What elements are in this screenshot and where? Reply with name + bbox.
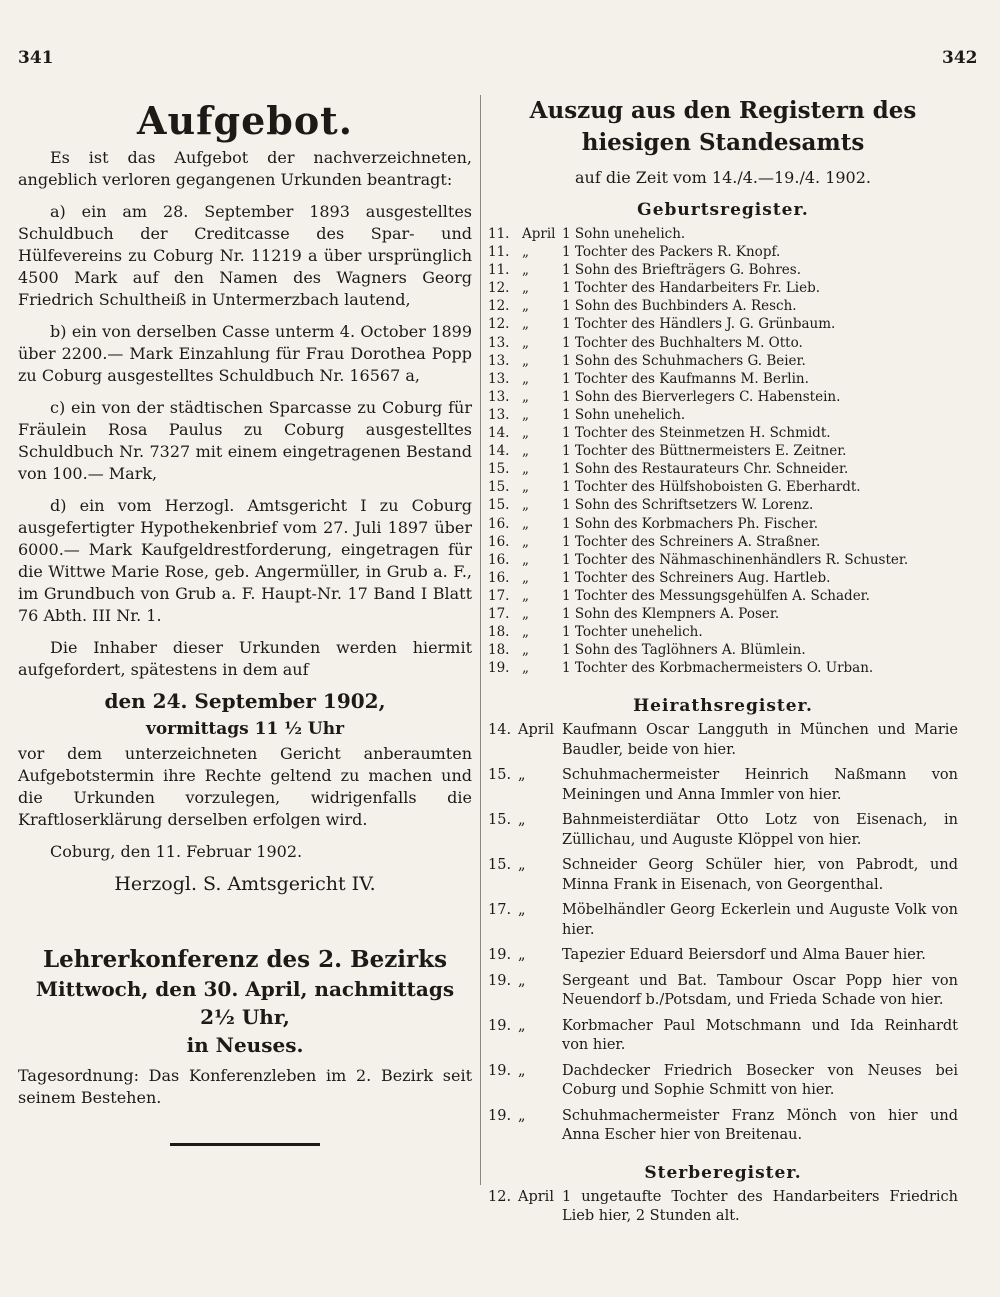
- aufgebot-place-date: Coburg, den 11. Februar 1902.: [50, 842, 303, 861]
- entry-text: 1 Sohn unehelich.: [562, 226, 686, 242]
- entry-day: 12.: [488, 316, 510, 333]
- entry-text: 1 Sohn des Klempners A. Poser.: [562, 605, 780, 622]
- right-column: [488, 95, 958, 1233]
- death-register-heading: Sterberegister.: [644, 1162, 802, 1183]
- entry-month: „: [522, 443, 529, 460]
- entry-month: „: [518, 947, 526, 964]
- marriage-entry: [488, 901, 958, 940]
- entry-text: 1 Tochter unehelich.: [562, 624, 703, 641]
- entry-text: 1 Sohn des Restaurateurs Chr. Schneider.: [562, 461, 849, 478]
- entry-text: 1 Tochter des Handarbeiters Fr. Lieb.: [562, 280, 821, 297]
- entry-day: 15.: [488, 461, 510, 478]
- entry-day: 11.: [488, 244, 510, 261]
- aufgebot-item-a: a) ein am 28. September 1893 ausgestelltes Schuldbuch der Creditcasse des Spar- und Hülfevereins zu Coburg Nr. 11219 a über ursprünglich 4500 Mark auf den Namen des Wagners Georg Friedrich Schultheiß in Untermerzbach lautend,: [18, 202, 472, 309]
- entry-day: 19.: [488, 1062, 512, 1079]
- page-number-right: 342: [942, 48, 978, 68]
- entry-month: „: [522, 406, 529, 423]
- entry-day: 17.: [488, 587, 510, 604]
- entry-month: „: [518, 767, 526, 784]
- entry-month: „: [522, 569, 529, 586]
- entry-month: April: [518, 1188, 554, 1205]
- birth-entry: [488, 261, 958, 279]
- birth-entry: [488, 388, 958, 406]
- birth-entry: [488, 315, 958, 333]
- birth-entry: [488, 334, 958, 352]
- entry-month: „: [522, 244, 529, 261]
- birth-entry: [488, 243, 958, 261]
- birth-entry: [488, 370, 958, 388]
- birth-entry: [488, 406, 958, 424]
- entry-text: 1 Sohn des Buchbinders A. Resch.: [562, 298, 797, 315]
- aufgebot-intro: Es ist das Aufgebot der nachverzeichneten, angeblich verloren gegangenen Urkunden beantragt:: [18, 148, 472, 189]
- entry-day: 15.: [488, 479, 510, 496]
- marriage-entry: [488, 721, 958, 760]
- entry-month: „: [522, 334, 529, 351]
- entry-day: 11.: [488, 262, 510, 279]
- register-title: Auszug aus den Registern des hiesigen Standesamts: [529, 97, 917, 156]
- entry-day: 14.: [488, 722, 512, 739]
- conference-date: Mittwoch, den 30. April, nachmittags 2½ Uhr,: [35, 977, 455, 1029]
- entry-day: 12.: [488, 280, 510, 297]
- entry-day: 12.: [488, 1188, 512, 1205]
- page-number-left: 341: [18, 48, 54, 68]
- birth-entry: [488, 587, 958, 605]
- death-entry: [488, 1188, 958, 1227]
- entry-text: Korbmacher Paul Motschmann und Ida Reinhardt von hier.: [562, 1017, 958, 1054]
- birth-entry: [488, 352, 958, 370]
- entry-day: 19.: [488, 660, 510, 677]
- entry-month: „: [522, 642, 529, 659]
- aufgebot-item-c: c) ein von der städtischen Sparcasse zu Coburg für Fräulein Rosa Paulus zu Coburg ausgestelltes Schuldbuch Nr. 7327 mit einem eingetragenen Bestand von 100.— Mark,: [18, 398, 472, 483]
- entry-text: 1 Tochter des Packers R. Knopf.: [562, 244, 781, 261]
- entry-text: 1 Sohn des Taglöhners A. Blümlein.: [562, 642, 806, 659]
- entry-month: „: [518, 812, 526, 829]
- entry-month: „: [522, 461, 529, 478]
- entry-month: „: [522, 425, 529, 442]
- aufgebot-item-b: b) ein von derselben Casse unterm 4. October 1899 über 2200.— Mark Einzahlung für Frau Dorothea Popp zu Coburg ausgestelltes Schuldbuch Nr. 16567 a,: [18, 322, 472, 385]
- entry-text: Bahnmeisterdiätar Otto Lotz von Eisenach, in Züllichau, und Auguste Klöppel von hier.: [562, 812, 958, 848]
- entry-text: 1 Tochter des Messungsgehülfen A. Schader.: [562, 587, 870, 604]
- conference-title: Lehrerkonferenz des 2. Bezirks: [42, 946, 448, 973]
- entry-month: April: [518, 722, 554, 739]
- aufgebot-title: Aufgebot.: [137, 98, 353, 143]
- entry-month: „: [522, 497, 529, 514]
- entry-text: 1 Tochter des Kaufmanns M. Berlin.: [562, 370, 809, 387]
- birth-entry: [488, 442, 958, 460]
- entry-text: 1 Tochter des Schreiners A. Straßner.: [562, 533, 821, 550]
- birth-entry: [488, 569, 958, 587]
- entry-day: 11.: [488, 226, 510, 242]
- entry-day: 13.: [488, 370, 510, 387]
- entry-text: 1 Sohn des Schuhmachers G. Beier.: [562, 352, 806, 369]
- marriage-entry: [488, 856, 958, 895]
- entry-month: „: [518, 902, 526, 919]
- entry-day: 15.: [488, 767, 512, 784]
- entry-text: 1 Tochter des Händlers J. G. Grünbaum.: [562, 316, 836, 333]
- entry-day: 14.: [488, 443, 510, 460]
- entry-text: 1 Sohn des Schriftsetzers W. Lorenz.: [562, 497, 814, 514]
- aufgebot-date: den 24. September 1902,: [104, 689, 386, 713]
- entry-month: „: [522, 515, 529, 532]
- entry-day: 13.: [488, 352, 510, 369]
- aufgebot-summons-2: vor dem unterzeichneten Gericht anberaumten Aufgebotstermin ihre Rechte geltend zu machen und die Urkunden vorzulegen, widrigenfalls die Kraftloserklärung derselben erfolgen wird.: [18, 744, 472, 829]
- entry-month: „: [522, 660, 529, 677]
- entry-text: Schuhmachermeister Heinrich Naßmann von Meiningen und Anna Immler von hier.: [562, 767, 958, 803]
- birth-entry: [488, 659, 958, 677]
- aufgebot-item-d: d) ein vom Herzogl. Amtsgericht I zu Coburg ausgefertigter Hypothekenbrief vom 27. Juli 1897 über 6000.— Mark Kaufgeldrestforderung, eingetragen für die Wittwe Marie Rose, geb. Angermüller, in Grub a. F., im Grundbuch von Grub a. F. Haupt-Nr. 17 Band I Blatt 76 Abth. III Nr. 1.: [18, 496, 472, 625]
- entry-text: Kaufmann Oscar Langguth in München und Marie Baudler, beide von hier.: [562, 722, 958, 758]
- entry-day: 13.: [488, 388, 510, 405]
- entry-day: 13.: [488, 406, 510, 423]
- entry-day: 15.: [488, 857, 512, 874]
- entry-month: „: [518, 1062, 526, 1079]
- entry-text: 1 Tochter des Hülfshoboisten G. Eberhardt.: [562, 479, 861, 496]
- entry-text: Möbelhändler Georg Eckerlein und Auguste Volk von hier.: [562, 902, 958, 938]
- closing-rule: [170, 1143, 320, 1146]
- entry-month: „: [522, 352, 529, 369]
- entry-day: 15.: [488, 812, 512, 829]
- marriage-entry: [488, 1107, 958, 1146]
- entry-day: 16.: [488, 551, 510, 568]
- entry-text: 1 Sohn des Briefträgers G. Bohres.: [562, 262, 801, 279]
- entry-month: „: [522, 551, 529, 568]
- birth-entry: [488, 605, 958, 623]
- entry-day: 18.: [488, 642, 510, 659]
- entry-day: 16.: [488, 533, 510, 550]
- birth-entry: [488, 460, 958, 478]
- entry-month: „: [522, 298, 529, 315]
- birth-entry: [488, 279, 958, 297]
- marriage-register-heading: Heirathsregister.: [633, 696, 813, 717]
- entry-month: „: [522, 624, 529, 641]
- marriage-entry: [488, 1017, 958, 1056]
- entry-day: 15.: [488, 497, 510, 514]
- aufgebot-time: vormittags 11 ½ Uhr: [145, 719, 345, 739]
- marriage-entry: [488, 811, 958, 850]
- entry-text: 1 ungetaufte Tochter des Handarbeiters Friedrich Lieb hier, 2 Stunden alt.: [562, 1188, 958, 1225]
- entry-month: „: [522, 370, 529, 387]
- entry-day: 18.: [488, 624, 510, 641]
- marriage-entry: [488, 1062, 958, 1101]
- death-register-list: [488, 1188, 958, 1227]
- birth-register-heading: Geburtsregister.: [637, 200, 809, 220]
- entry-text: 1 Tochter des Nähmaschinenhändlers R. Schuster.: [562, 551, 909, 568]
- entry-text: Schuhmachermeister Franz Mönch von hier und Anna Escher hier von Breitenau.: [562, 1107, 958, 1144]
- marriage-entry: [488, 946, 958, 966]
- birth-register-list: [488, 225, 958, 677]
- entry-text: Tapezier Eduard Beiersdorf und Alma Bauer hier.: [562, 947, 926, 964]
- birth-entry: [488, 533, 958, 551]
- birth-entry: [488, 225, 958, 243]
- entry-text: 1 Tochter des Schreiners Aug. Hartleb.: [562, 569, 831, 586]
- register-subtitle: auf die Zeit vom 14./4.—19./4. 1902.: [574, 168, 871, 187]
- entry-month: „: [522, 605, 529, 622]
- birth-entry: [488, 297, 958, 315]
- entry-day: 17.: [488, 902, 512, 919]
- marriage-entry: [488, 972, 958, 1011]
- birth-entry: [488, 551, 958, 569]
- column-divider: [480, 95, 481, 1185]
- birth-entry: [488, 641, 958, 659]
- entry-month: „: [522, 388, 529, 405]
- entry-day: 13.: [488, 334, 510, 351]
- entry-month: „: [522, 587, 529, 604]
- birth-entry: [488, 515, 958, 533]
- entry-text: 1 Tochter des Korbmachermeisters O. Urban.: [562, 660, 874, 677]
- entry-month: „: [522, 533, 529, 550]
- entry-month: „: [518, 1017, 526, 1034]
- entry-day: 12.: [488, 298, 510, 315]
- entry-month: „: [522, 479, 529, 496]
- entry-month: „: [518, 857, 526, 874]
- entry-day: 16.: [488, 569, 510, 586]
- entry-day: 17.: [488, 605, 510, 622]
- conference-place: in Neuses.: [186, 1033, 304, 1057]
- left-column: [18, 95, 472, 1146]
- conference-agenda: Tagesordnung: Das Konferenzleben im 2. Bezirk seit seinem Bestehen.: [18, 1066, 472, 1107]
- entry-day: 16.: [488, 515, 510, 532]
- marriage-register-list: [488, 721, 958, 1146]
- birth-entry: [488, 478, 958, 496]
- entry-month: „: [522, 262, 529, 279]
- entry-text: 1 Tochter des Steinmetzen H. Schmidt.: [562, 425, 831, 442]
- entry-day: 19.: [488, 1107, 512, 1124]
- entry-text: Schneider Georg Schüler hier, von Pabrodt, und Minna Frank in Eisenach, von Georgenthal.: [562, 857, 958, 893]
- entry-text: 1 Sohn des Korbmachers Ph. Fischer.: [562, 515, 818, 532]
- entry-month: „: [522, 280, 529, 297]
- entry-month: April: [522, 226, 556, 242]
- entry-day: 19.: [488, 1017, 512, 1034]
- entry-day: 19.: [488, 947, 512, 964]
- aufgebot-summons: Die Inhaber dieser Urkunden werden hiermit aufgefordert, spätestens in dem auf: [18, 638, 472, 679]
- entry-day: 14.: [488, 425, 510, 442]
- aufgebot-signature: Herzogl. S. Amtsgericht IV.: [114, 873, 376, 895]
- entry-text: 1 Tochter des Buchhalters M. Otto.: [562, 334, 803, 351]
- birth-entry: [488, 496, 958, 514]
- entry-day: 19.: [488, 972, 512, 989]
- birth-entry: [488, 623, 958, 641]
- entry-text: 1 Tochter des Büttnermeisters E. Zeitner.: [562, 443, 847, 460]
- entry-month: „: [518, 1107, 526, 1124]
- birth-entry: [488, 424, 958, 442]
- entry-text: Sergeant und Bat. Tambour Oscar Popp hier von Neuendorf b./Potsdam, und Frieda Schade von hier.: [562, 972, 958, 1009]
- entry-text: 1 Sohn des Bierverlegers C. Habenstein.: [562, 388, 841, 405]
- marriage-entry: [488, 766, 958, 805]
- entry-text: 1 Sohn unehelich.: [562, 406, 686, 423]
- entry-month: „: [518, 972, 526, 989]
- entry-text: Dachdecker Friedrich Bosecker von Neuses bei Coburg und Sophie Schmitt von hier.: [562, 1062, 958, 1099]
- entry-month: „: [522, 316, 529, 333]
